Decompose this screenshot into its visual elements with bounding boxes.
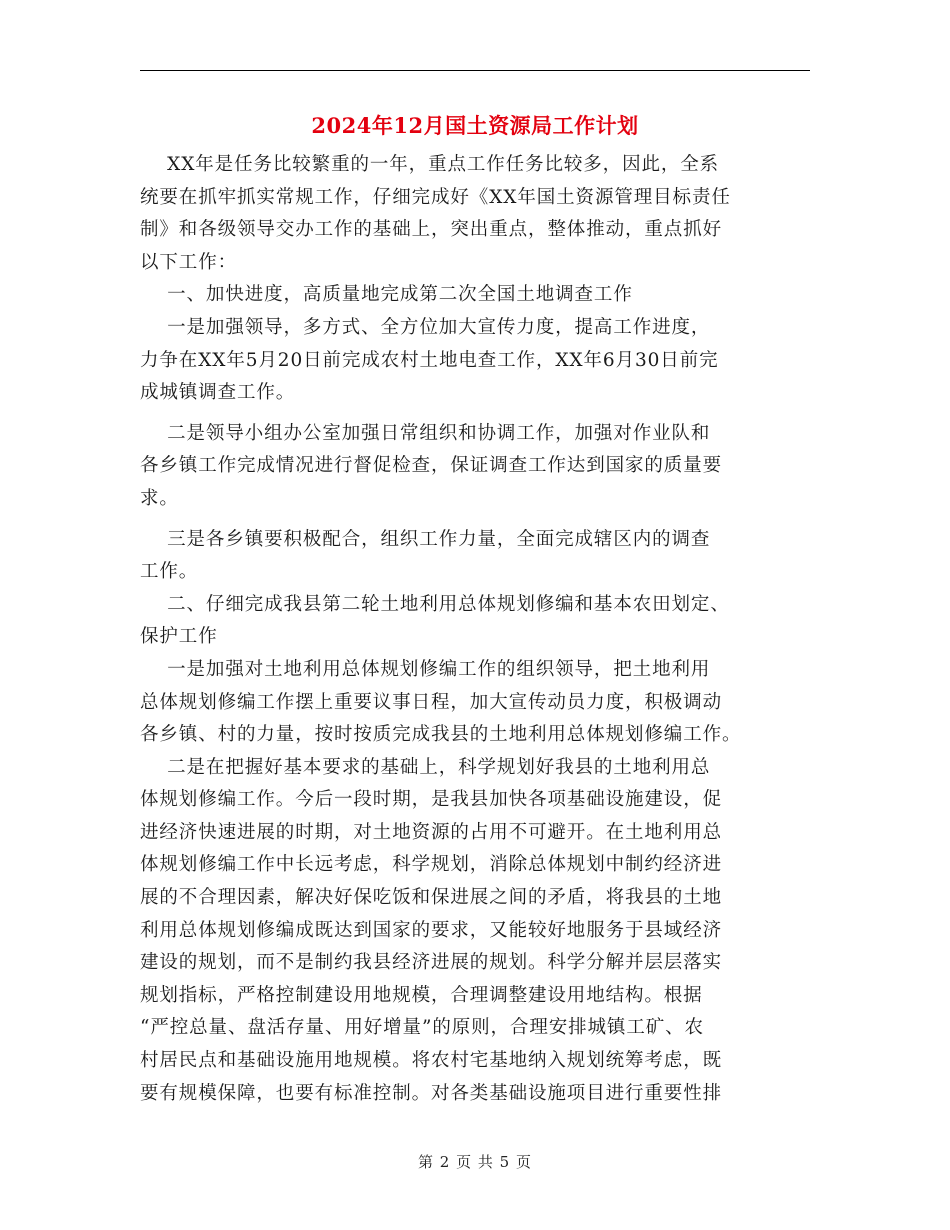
paragraph-2-1: 一是加强对土地利用总体规划修编工作的组织领导，把土地利用 总体规划修编工作摆上重要议事日程，加大宣传动员力度，积极调动 各乡镇、村的力量，按时按质完成我县的土地利用总体规划修编工作。 <box>140 658 742 746</box>
paragraph-1-1: 一是加强领导，多方式、全方位加大宣传力度，提高工作进度， 力争在XX年5月20日前完成农村土地电查工作，XX年6月30日前完 成城镇调查工作。 <box>140 316 719 404</box>
section-heading-1: 一、加快进度，高质量地完成第二次全国土地调查工作 <box>140 284 633 306</box>
section-heading-2: 二、仔细完成我县第二轮土地利用总体规划修编和基本农田划定、 保护工作 <box>140 593 730 648</box>
paragraph-2-2: 二是在把握好基本要求的基础上，科学规划好我县的土地利用总 体规划修编工作。今后一段时期，是我县加快各项基础设施建设，促 进经济快速进展的时期，对土地资源的占用不可避开。在土地利用总 体规划修编工作中长远考虑，科学规划，消除总体规划中制约经济进 展的不合理因素，解决好保吃饭和保进展之间的矛盾，将我县的土地 利用总体规划修编成既达到国家的要求，又能较好地服务于县域经济 建设的规划，而不是制约我县经济进展的规划。科学分解并层层落实 规划指标，严格控制建设用地规模，合理调整建设用地结构。根据 “严控总量、盘活存量、用好增量”的原则，合理安排城镇工矿、农 村居民点和基础设施用地规模。将农村宅基地纳入规划统筹考虑，既 要有规模保障，也要有标准控制。对各类基础设施项目进行重要性排 <box>140 756 723 1104</box>
paragraph-1-3: 三是各乡镇要积极配合，组织工作力量，全面完成辖区内的调查 工作。 <box>140 528 711 583</box>
document-title: 2024年12月国土资源局工作计划 <box>311 113 639 138</box>
paragraph-intro: XX年是任务比较繁重的一年，重点工作任务比较多，因此，全系 统要在抓牢抓实常规工作，仔细完成好《XX年国土资源管理目标责任 制》和各级领导交办工作的基础上，突出重点，整体推动，重点抓好 以下工作： <box>140 154 731 273</box>
paragraph-1-2: 二是领导小组办公室加强日常组织和协调工作，加强对作业队和 各乡镇工作完成情况进行督促检查，保证调查工作达到国家的质量要 求。 <box>140 422 723 509</box>
header-rule <box>140 70 810 71</box>
page-number-footer: 第 2 页 共 5 页 <box>418 1153 532 1171</box>
document-body <box>140 149 810 1110</box>
